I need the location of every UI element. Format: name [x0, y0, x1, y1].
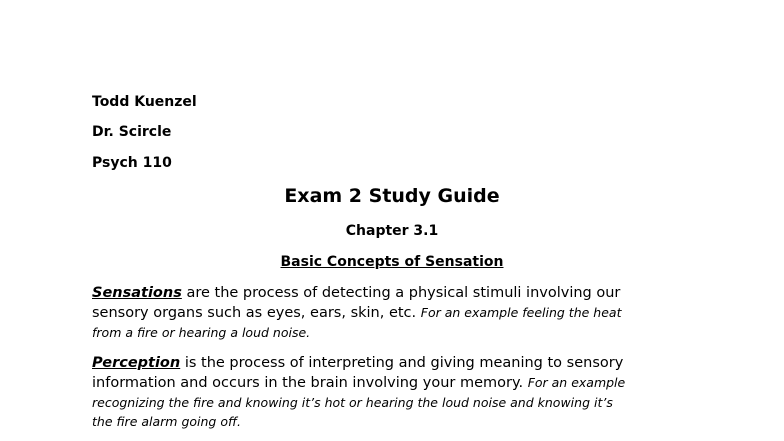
document-title: Exam 2 Study Guide: [284, 185, 500, 207]
example-text: For an example: [527, 375, 626, 390]
instructor-name: Dr. Scircle: [92, 124, 172, 140]
definition-sensations: [92, 284, 692, 342]
definition-text: information and occurs in the brain involving your memory.: [92, 375, 528, 391]
example-text: For an example feeling the heat: [420, 305, 622, 320]
term-perception: Perception: [92, 355, 181, 371]
chapter-heading: Chapter 3.1: [345, 223, 439, 239]
section-heading: [0, 254, 784, 270]
example-text: recognizing the fire and knowing it’s hot or hearing the loud noise and knowing it’s: [92, 395, 613, 410]
example-text: the fire alarm going off.: [92, 414, 241, 429]
definition-text: are the process of detecting a physical stimuli involving our: [181, 285, 621, 301]
term-sensations: Sensations: [92, 285, 182, 301]
definition-line: [92, 303, 692, 323]
definition-text: sensory organs such as eyes, ears, skin, etc.: [92, 305, 421, 321]
definition-perception: [92, 354, 692, 431]
definition-line: [92, 354, 692, 373]
definition-line: [92, 284, 692, 303]
definition-line: [92, 373, 692, 393]
section-heading-text: Basic Concepts of Sensation: [280, 254, 504, 270]
author-name: Todd Kuenzel: [92, 94, 197, 110]
example-text: from a fire or hearing a loud noise.: [92, 325, 311, 340]
definition-text: is the process of interpreting and giving meaning to sensory: [180, 355, 624, 371]
course-name: Psych 110: [92, 155, 172, 171]
